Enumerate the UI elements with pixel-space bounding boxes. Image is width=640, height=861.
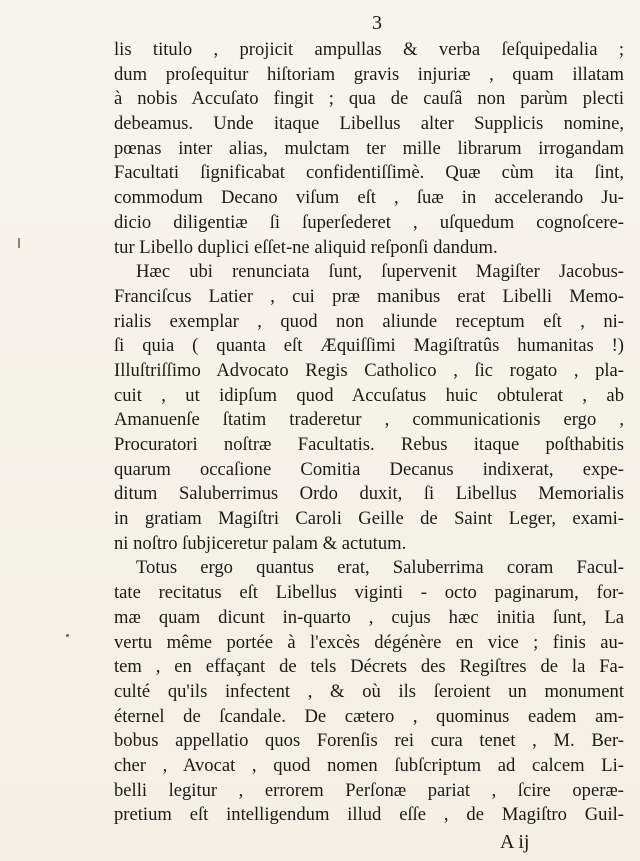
text-line: Totus ergo quantus erat, Saluberrima coram Facul- (136, 557, 624, 579)
text-line: commodum Decano viſum eſt , ſuæ in accelerando Ju- (114, 187, 624, 209)
text-line: bobus appellatio quos Forenſis rei cura tenet , M. Ber- (114, 730, 624, 752)
text-line: debeamus. Unde itaque Libellus alter Supplicis nomine, (114, 113, 624, 135)
body-text (114, 38, 624, 828)
text-line: cuit , ut idipſum quod Accuſatus huic obtulerat , ab (114, 384, 624, 406)
text-line: ditum Saluberrimus Ordo duxit, ſi Libellus Memorialis (114, 483, 624, 505)
margin-dot (66, 634, 69, 637)
text-line: pretium eſt intelligendum illud eſſe , de Magiſtro Guil- (114, 804, 624, 826)
text-line: tem , en effaçant de tels Décrets des Regiſtres de la Fa- (114, 656, 624, 678)
signature-mark: A ij (500, 831, 530, 853)
text-line: mæ quam dicunt in-quarto , cujus hæc initia ſunt, La (114, 606, 624, 628)
text-line: tate recitatus eſt Libellus viginti - octo paginarum, for- (114, 582, 624, 604)
text-line: quarum occaſione Comitia Decanus indixerat, expe- (114, 458, 624, 480)
text-line: pœnas inter alias, mulctam ter mille librarum irrogandam (114, 137, 624, 159)
text-line: in gratiam Magiſtri Caroli Geille de Saint Leger, exami- (114, 508, 624, 530)
text-line: vertu même portée à l'excès dégénère en vice ; finis au- (114, 631, 624, 653)
text-line: Franciſcus Latier , cui præ manibus erat Libelli Memo- (114, 285, 624, 307)
text-line: ni noſtro ſubjiceretur palam & actutum. (114, 532, 407, 554)
text-line: Hæc ubi renunciata ſunt, ſupervenit Magiſter Jacobus- (136, 261, 624, 283)
text-line: éternel de ſcandale. De cætero , quominus eadem am- (114, 705, 624, 727)
text-line: dicio diligentiæ ſi ſuperſederet , uſquedum cognoſcere- (114, 211, 624, 233)
text-line: Illuſtriſſimo Advocato Regis Catholico , ſic rogato , pla- (114, 359, 624, 381)
text-line: belli legitur , errorem Perſonæ pariat , ſcire operæ- (114, 779, 624, 801)
page-number: 3 (372, 12, 383, 34)
text-line: Amanuenſe ſtatim traderetur , communicationis ergo , (114, 409, 624, 431)
margin-mark (18, 238, 20, 248)
text-line: cher , Avocat , quod nomen ſubſcriptum ad calcem Li- (114, 754, 624, 776)
text-line: Facultati ſignificabat confidentiſſimè. Quæ cùm ita ſint, (114, 162, 624, 184)
text-line: dum proſequitur hiſtoriam gravis injuriæ , quam illatam (114, 63, 624, 85)
text-line: Procuratori noſtræ Facultatis. Rebus itaque poſthabitis (114, 434, 624, 455)
text-line: culté qu'ils infectent , & où ils ſeroient un monument (114, 680, 624, 702)
text-line: ſi quia ( quanta eſt Æquiſſimi Magiſtratûs humanitas !) (114, 335, 624, 357)
text-line: tur Libello duplici eſſet-ne aliquid reſponſi dandum. (114, 236, 498, 258)
text-line: rialis exemplar , quod non aliunde receptum eſt , ni- (114, 310, 624, 332)
text-line: lis titulo , projicit ampullas & verba ſeſquipedalia ; (114, 39, 624, 60)
text-line: à nobis Accuſato fingit ; qua de cauſâ non parùm plecti (114, 88, 624, 110)
